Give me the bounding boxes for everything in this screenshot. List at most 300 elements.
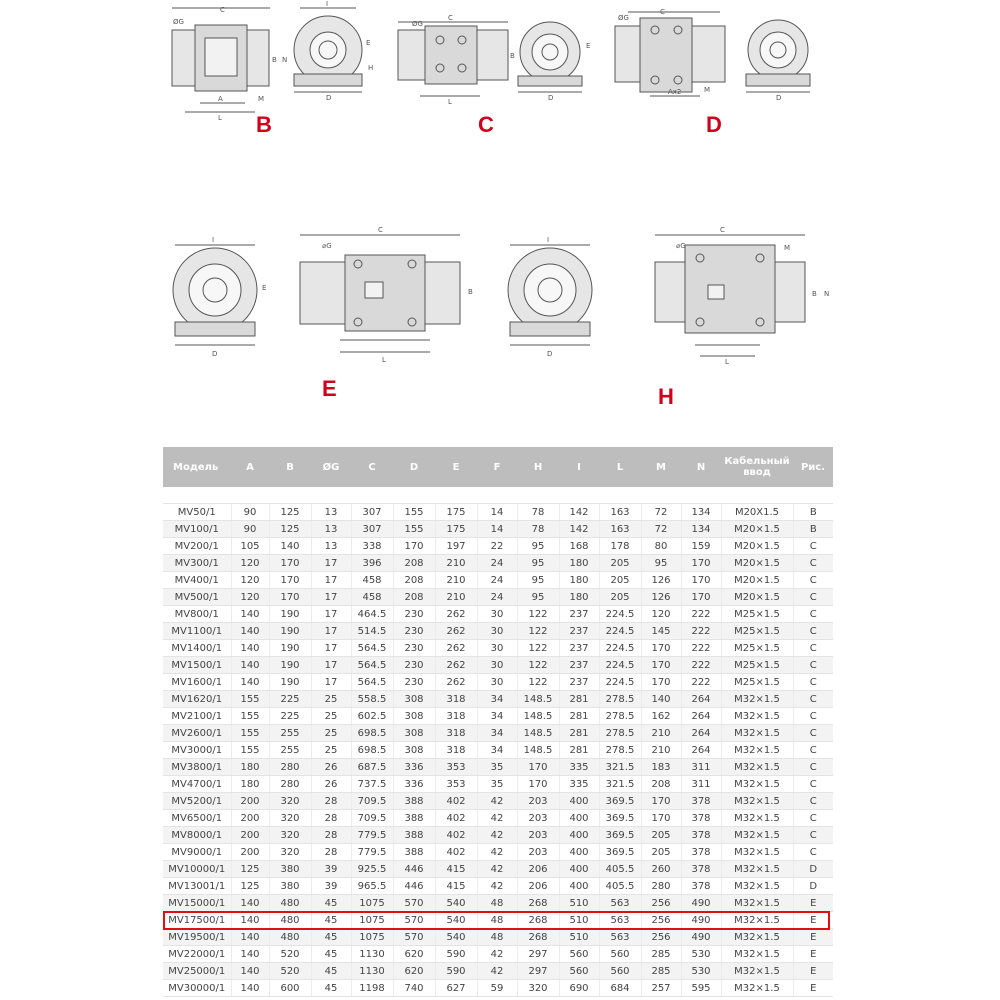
- table-cell: 180: [231, 776, 269, 793]
- table-cell: 264: [681, 708, 721, 725]
- table-cell: 140: [231, 946, 269, 963]
- table-cell: 35: [477, 759, 517, 776]
- figure-label-e: E: [322, 376, 337, 401]
- table-cell: 155: [393, 504, 435, 521]
- table-cell: 490: [681, 912, 721, 929]
- table-cell: 308: [393, 725, 435, 742]
- table-cell: MV1400/1: [163, 640, 231, 657]
- dim-letter: ⌀G: [322, 242, 332, 250]
- table-cell: 122: [517, 657, 559, 674]
- table-cell: E: [793, 929, 833, 946]
- table-cell: 125: [269, 521, 311, 538]
- table-row: [163, 708, 833, 725]
- table-cell: 563: [599, 912, 641, 929]
- table-cell: 95: [517, 589, 559, 606]
- table-cell: 125: [231, 861, 269, 878]
- table-cell: MV17500/1: [163, 912, 231, 929]
- table-cell: 335: [559, 759, 599, 776]
- column-header: N: [681, 447, 721, 487]
- table-cell: M32×1.5: [721, 963, 793, 980]
- column-header: A: [231, 447, 269, 487]
- dim-letter: L: [382, 356, 386, 364]
- table-cell: MV10000/1: [163, 861, 231, 878]
- table-cell: 14: [477, 504, 517, 521]
- table-row: [163, 725, 833, 742]
- table-cell: 17: [311, 606, 351, 623]
- table-cell: 268: [517, 912, 559, 929]
- table-cell: 564.5: [351, 657, 393, 674]
- table-cell: 737.5: [351, 776, 393, 793]
- dim-letter: M: [258, 95, 265, 103]
- table-cell: E: [793, 895, 833, 912]
- table-cell: 369.5: [599, 827, 641, 844]
- table-cell: 45: [311, 980, 351, 997]
- table-cell: 230: [393, 606, 435, 623]
- table-cell: 280: [269, 776, 311, 793]
- table-cell: 170: [641, 640, 681, 657]
- table-cell: 308: [393, 708, 435, 725]
- table-cell: M20X1.5: [721, 504, 793, 521]
- table-cell: 159: [681, 538, 721, 555]
- table-cell: MV2100/1: [163, 708, 231, 725]
- table-cell: 237: [559, 640, 599, 657]
- column-header: L: [599, 447, 641, 487]
- table-cell: 30: [477, 657, 517, 674]
- header-spacer: [163, 487, 833, 504]
- table-cell: 24: [477, 572, 517, 589]
- table-row: [163, 521, 833, 538]
- table-cell: M32×1.5: [721, 878, 793, 895]
- dim-letter: ØG: [173, 18, 184, 26]
- table-cell: C: [793, 776, 833, 793]
- table-cell: 779.5: [351, 844, 393, 861]
- table-cell: 278.5: [599, 691, 641, 708]
- table-cell: MV500/1: [163, 589, 231, 606]
- table-cell: MV30000/1: [163, 980, 231, 997]
- table-cell: 480: [269, 895, 311, 912]
- table-cell: 1130: [351, 946, 393, 963]
- table-cell: 126: [641, 589, 681, 606]
- table-cell: 175: [435, 521, 477, 538]
- table-cell: 45: [311, 895, 351, 912]
- table-cell: MV13001/1: [163, 878, 231, 895]
- table-cell: 446: [393, 878, 435, 895]
- table-cell: 600: [269, 980, 311, 997]
- table-cell: 308: [393, 742, 435, 759]
- table-cell: C: [793, 623, 833, 640]
- table-cell: 297: [517, 946, 559, 963]
- table-cell: 262: [435, 623, 477, 640]
- table-cell: 45: [311, 963, 351, 980]
- table-cell: C: [793, 572, 833, 589]
- table-cell: 709.5: [351, 810, 393, 827]
- table-cell: 34: [477, 742, 517, 759]
- table-cell: 210: [641, 725, 681, 742]
- table-cell: 230: [393, 674, 435, 691]
- table-cell: M25×1.5: [721, 640, 793, 657]
- table-cell: 24: [477, 589, 517, 606]
- column-header: M: [641, 447, 681, 487]
- table-cell: 540: [435, 895, 477, 912]
- table-cell: 564.5: [351, 674, 393, 691]
- table-cell: 42: [477, 827, 517, 844]
- table-cell: 25: [311, 725, 351, 742]
- table-cell: 140: [269, 538, 311, 555]
- table-cell: M32×1.5: [721, 946, 793, 963]
- table-cell: M32×1.5: [721, 895, 793, 912]
- table-cell: 268: [517, 929, 559, 946]
- table-cell: 170: [269, 589, 311, 606]
- table-cell: 35: [477, 776, 517, 793]
- table-row: [163, 555, 833, 572]
- table-cell: 205: [599, 572, 641, 589]
- table-cell: 200: [231, 810, 269, 827]
- table-cell: 122: [517, 674, 559, 691]
- table-cell: 120: [641, 606, 681, 623]
- table-cell: 320: [269, 793, 311, 810]
- table-cell: C: [793, 606, 833, 623]
- table-cell: 280: [641, 878, 681, 895]
- table-cell: 318: [435, 708, 477, 725]
- table-cell: 17: [311, 572, 351, 589]
- table-cell: 446: [393, 861, 435, 878]
- table-row: [163, 912, 833, 929]
- table-cell: 224.5: [599, 640, 641, 657]
- table-cell: MV3000/1: [163, 742, 231, 759]
- table-cell: 262: [435, 657, 477, 674]
- table-cell: 163: [599, 504, 641, 521]
- column-header: Рис.: [793, 447, 833, 487]
- column-header: C: [351, 447, 393, 487]
- table-row: [163, 606, 833, 623]
- table-cell: 278.5: [599, 725, 641, 742]
- table-cell: 24: [477, 555, 517, 572]
- table-cell: 378: [681, 878, 721, 895]
- table-cell: 318: [435, 725, 477, 742]
- table-cell: 237: [559, 623, 599, 640]
- table-cell: C: [793, 674, 833, 691]
- column-header: D: [393, 447, 435, 487]
- dim-letter: E: [586, 42, 591, 50]
- table-cell: 388: [393, 827, 435, 844]
- table-cell: 148.5: [517, 708, 559, 725]
- table-cell: 320: [269, 844, 311, 861]
- table-cell: 26: [311, 776, 351, 793]
- table-cell: 140: [231, 623, 269, 640]
- table-cell: 560: [559, 963, 599, 980]
- table-cell: 464.5: [351, 606, 393, 623]
- table-cell: 311: [681, 776, 721, 793]
- table-cell: 48: [477, 895, 517, 912]
- table-cell: 122: [517, 623, 559, 640]
- table-cell: C: [793, 708, 833, 725]
- table-cell: 520: [269, 946, 311, 963]
- table-cell: 140: [641, 691, 681, 708]
- table-cell: 72: [641, 504, 681, 521]
- table-row: [163, 742, 833, 759]
- table-cell: 170: [641, 657, 681, 674]
- table-cell: 208: [641, 776, 681, 793]
- table-cell: 190: [269, 657, 311, 674]
- table-cell: M32×1.5: [721, 810, 793, 827]
- table-cell: 126: [641, 572, 681, 589]
- table-cell: 13: [311, 504, 351, 521]
- table-row: [163, 674, 833, 691]
- table-cell: 197: [435, 538, 477, 555]
- table-cell: 400: [559, 861, 599, 878]
- table-cell: 95: [517, 555, 559, 572]
- table-cell: 42: [477, 946, 517, 963]
- table-cell: 256: [641, 895, 681, 912]
- table-cell: 200: [231, 844, 269, 861]
- table-cell: 142: [559, 521, 599, 538]
- table-cell: 28: [311, 844, 351, 861]
- dim-letter: E: [262, 284, 267, 292]
- table-cell: 42: [477, 878, 517, 895]
- table-cell: 17: [311, 657, 351, 674]
- table-cell: C: [793, 793, 833, 810]
- table-cell: 560: [559, 946, 599, 963]
- dim-letter: M: [704, 86, 711, 94]
- fig-e-end-view: [173, 245, 257, 345]
- table-cell: M32×1.5: [721, 776, 793, 793]
- table-cell: 142: [559, 504, 599, 521]
- table-cell: 380: [269, 861, 311, 878]
- table-cell: 17: [311, 640, 351, 657]
- dim-letter: E: [366, 39, 371, 47]
- table-cell: E: [793, 912, 833, 929]
- table-cell: 590: [435, 963, 477, 980]
- table-cell: 48: [477, 929, 517, 946]
- table-cell: 530: [681, 963, 721, 980]
- table-cell: MV19500/1: [163, 929, 231, 946]
- column-header: B: [269, 447, 311, 487]
- table-cell: 369.5: [599, 793, 641, 810]
- table-cell: 190: [269, 674, 311, 691]
- table-cell: 206: [517, 878, 559, 895]
- table-cell: 34: [477, 725, 517, 742]
- table-cell: 388: [393, 793, 435, 810]
- table-cell: 155: [231, 708, 269, 725]
- table-cell: MV1620/1: [163, 691, 231, 708]
- table-cell: 140: [231, 640, 269, 657]
- table-cell: M32×1.5: [721, 861, 793, 878]
- table-cell: 1075: [351, 912, 393, 929]
- table-cell: 620: [393, 946, 435, 963]
- table-cell: MV25000/1: [163, 963, 231, 980]
- table-cell: 134: [681, 521, 721, 538]
- table-cell: M32×1.5: [721, 759, 793, 776]
- table-row: [163, 623, 833, 640]
- table-cell: 224.5: [599, 623, 641, 640]
- fig-c-end-view: [518, 22, 582, 92]
- table-cell: 170: [641, 810, 681, 827]
- table-cell: M25×1.5: [721, 606, 793, 623]
- table-cell: 39: [311, 861, 351, 878]
- table-cell: 180: [559, 589, 599, 606]
- table-cell: 925.5: [351, 861, 393, 878]
- table-cell: 320: [269, 810, 311, 827]
- table-row: [163, 810, 833, 827]
- table-cell: 140: [231, 657, 269, 674]
- table-cell: 145: [641, 623, 681, 640]
- table-cell: 208: [393, 589, 435, 606]
- column-header: Кабельный ввод: [721, 447, 793, 487]
- table-cell: 627: [435, 980, 477, 997]
- table-cell: 170: [517, 776, 559, 793]
- table-cell: 210: [435, 572, 477, 589]
- dim-letter: ØG: [412, 20, 423, 28]
- table-cell: 190: [269, 640, 311, 657]
- table-cell: 510: [559, 895, 599, 912]
- table-cell: 709.5: [351, 793, 393, 810]
- table-cell: 510: [559, 929, 599, 946]
- table-cell: 224.5: [599, 606, 641, 623]
- table-row: [163, 572, 833, 589]
- table-cell: 530: [681, 946, 721, 963]
- table-cell: 34: [477, 691, 517, 708]
- table-cell: 222: [681, 674, 721, 691]
- table-cell: C: [793, 759, 833, 776]
- fig-d-end-view: [746, 20, 810, 92]
- table-cell: 684: [599, 980, 641, 997]
- table-cell: 402: [435, 810, 477, 827]
- table-cell: 170: [681, 555, 721, 572]
- table-cell: 180: [559, 555, 599, 572]
- column-header: ØG: [311, 447, 351, 487]
- table-cell: 30: [477, 623, 517, 640]
- table-cell: 378: [681, 793, 721, 810]
- table-cell: C: [793, 640, 833, 657]
- table-cell: 353: [435, 759, 477, 776]
- fig-h-end-view: [508, 245, 592, 345]
- table-cell: MV4700/1: [163, 776, 231, 793]
- table-cell: 205: [641, 827, 681, 844]
- table-cell: 134: [681, 504, 721, 521]
- dim-letter: B: [812, 290, 817, 298]
- table-cell: 120: [231, 555, 269, 572]
- table-cell: MV100/1: [163, 521, 231, 538]
- table-cell: 205: [641, 844, 681, 861]
- table-cell: 318: [435, 691, 477, 708]
- table-cell: 230: [393, 657, 435, 674]
- table-cell: 278.5: [599, 708, 641, 725]
- column-header: H: [517, 447, 559, 487]
- table-cell: 140: [231, 606, 269, 623]
- table-row: [163, 538, 833, 555]
- table-cell: 17: [311, 589, 351, 606]
- table-cell: 224.5: [599, 674, 641, 691]
- table-cell: 90: [231, 521, 269, 538]
- dim-letter: B: [272, 56, 277, 64]
- table-row: [163, 980, 833, 997]
- table-cell: 388: [393, 810, 435, 827]
- table-cell: 602.5: [351, 708, 393, 725]
- table-cell: 200: [231, 827, 269, 844]
- table-cell: C: [793, 589, 833, 606]
- table-cell: M32×1.5: [721, 742, 793, 759]
- table-cell: 297: [517, 963, 559, 980]
- drawings-svg: [0, 0, 1000, 440]
- table-cell: 255: [269, 742, 311, 759]
- table-cell: 335: [559, 776, 599, 793]
- table-cell: 540: [435, 929, 477, 946]
- table-cell: 338: [351, 538, 393, 555]
- table-cell: 595: [681, 980, 721, 997]
- table-cell: 225: [269, 691, 311, 708]
- table-cell: 14: [477, 521, 517, 538]
- table-cell: MV400/1: [163, 572, 231, 589]
- table-cell: B: [793, 504, 833, 521]
- figure-label-c: C: [478, 112, 494, 137]
- table-cell: 264: [681, 725, 721, 742]
- table-cell: 163: [599, 521, 641, 538]
- table-cell: 490: [681, 895, 721, 912]
- table-cell: M32×1.5: [721, 912, 793, 929]
- table-cell: M20×1.5: [721, 572, 793, 589]
- table-cell: 183: [641, 759, 681, 776]
- table-cell: 222: [681, 623, 721, 640]
- dim-letter: C: [720, 226, 725, 234]
- table-cell: 268: [517, 895, 559, 912]
- dim-letter: I: [326, 0, 329, 8]
- table-row: [163, 776, 833, 793]
- table-cell: 222: [681, 640, 721, 657]
- dim-letter: M: [784, 244, 791, 252]
- table-cell: M32×1.5: [721, 708, 793, 725]
- table-cell: 39: [311, 878, 351, 895]
- table-cell: 148.5: [517, 725, 559, 742]
- fig-b-end-view: [294, 8, 362, 92]
- table-cell: 120: [231, 589, 269, 606]
- figure-label-b: B: [256, 112, 272, 137]
- table-cell: 90: [231, 504, 269, 521]
- table-cell: 28: [311, 827, 351, 844]
- table-cell: 280: [269, 759, 311, 776]
- table-cell: M32×1.5: [721, 725, 793, 742]
- table-cell: 203: [517, 793, 559, 810]
- table-cell: 307: [351, 504, 393, 521]
- table-cell: 180: [559, 572, 599, 589]
- table-cell: 42: [477, 844, 517, 861]
- table-cell: 308: [393, 691, 435, 708]
- table-cell: 490: [681, 929, 721, 946]
- table-cell: MV22000/1: [163, 946, 231, 963]
- table-cell: 564.5: [351, 640, 393, 657]
- table-cell: 170: [641, 674, 681, 691]
- table-cell: 200: [231, 793, 269, 810]
- table-cell: 45: [311, 929, 351, 946]
- table-cell: 255: [269, 725, 311, 742]
- table-cell: 208: [393, 555, 435, 572]
- table-cell: 690: [559, 980, 599, 997]
- table-cell: MV1100/1: [163, 623, 231, 640]
- table-cell: 125: [269, 504, 311, 521]
- table-cell: 140: [231, 895, 269, 912]
- table-cell: 25: [311, 708, 351, 725]
- table-cell: 321.5: [599, 759, 641, 776]
- table-cell: 22: [477, 538, 517, 555]
- table-cell: 59: [477, 980, 517, 997]
- table-row: [163, 827, 833, 844]
- figure-label-h: H: [658, 384, 674, 409]
- table-cell: 13: [311, 538, 351, 555]
- table-cell: MV50/1: [163, 504, 231, 521]
- table-cell: 480: [269, 929, 311, 946]
- table-cell: 203: [517, 844, 559, 861]
- table-cell: 262: [435, 674, 477, 691]
- fig-d-side-view: [615, 12, 725, 96]
